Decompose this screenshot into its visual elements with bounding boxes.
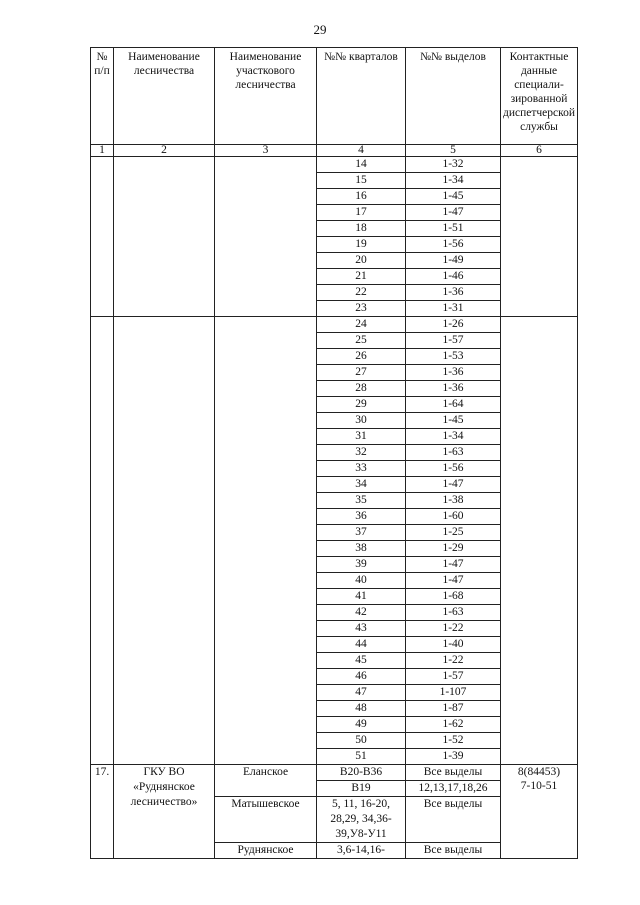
district-cell [215, 317, 317, 765]
vydel-cell: 1-32 [406, 157, 501, 173]
column-number: 2 [114, 145, 215, 157]
vydel-cell: 1-63 [406, 445, 501, 461]
kvartal-cell: В20-В36 [317, 765, 406, 781]
vydel-cell: 12,13,17,18,26 [406, 781, 501, 797]
kvartal-cell: 41 [317, 589, 406, 605]
vydel-cell: 1-56 [406, 461, 501, 477]
table-row [91, 765, 578, 781]
kvartal-cell: 20 [317, 253, 406, 269]
column-number: 4 [317, 145, 406, 157]
vydel-cell: 1-36 [406, 365, 501, 381]
kvartal-cell: 23 [317, 301, 406, 317]
vydel-cell: 1-39 [406, 749, 501, 765]
vydel-cell: 1-57 [406, 669, 501, 685]
vydel-cell: 1-26 [406, 317, 501, 333]
header-row [91, 48, 578, 145]
kvartal-cell: 40 [317, 573, 406, 589]
vydel-cell: 1-56 [406, 237, 501, 253]
vydel-cell: 1-25 [406, 525, 501, 541]
kvartal-cell: В19 [317, 781, 406, 797]
kvartal-cell: 36 [317, 509, 406, 525]
vydel-cell: 1-52 [406, 733, 501, 749]
kvartal-cell: 32 [317, 445, 406, 461]
kvartal-cell: 42 [317, 605, 406, 621]
column-number: 6 [501, 145, 578, 157]
kvartal-cell: 30 [317, 413, 406, 429]
column-number: 1 [91, 145, 114, 157]
vydel-cell: 1-47 [406, 557, 501, 573]
kvartal-cell: 3,6-14,16- [317, 843, 406, 859]
kvartal-cell: 39 [317, 557, 406, 573]
vydel-cell: 1-47 [406, 205, 501, 221]
vydel-cell: Все выделы [406, 843, 501, 859]
page-number: 29 [313, 22, 327, 37]
vydel-cell: 1-63 [406, 605, 501, 621]
column-number: 3 [215, 145, 317, 157]
kvartal-cell: 49 [317, 717, 406, 733]
vydel-cell: 1-64 [406, 397, 501, 413]
vydel-cell: 1-29 [406, 541, 501, 557]
vydel-cell: 1-87 [406, 701, 501, 717]
vydel-cell: 1-62 [406, 717, 501, 733]
vydel-cell: 1-49 [406, 253, 501, 269]
district-name: Еланское [215, 765, 317, 797]
column-number: 5 [406, 145, 501, 157]
kvartal-cell: 50 [317, 733, 406, 749]
contact-phone: 8(84453) [517, 766, 561, 778]
vydel-cell: 1-47 [406, 477, 501, 493]
district-cell [215, 157, 317, 317]
kvartal-cell: 22 [317, 285, 406, 301]
kvartal-cell: 28 [317, 381, 406, 397]
kvartal-cell: 46 [317, 669, 406, 685]
district-name: Руднянское [215, 843, 317, 859]
kvartal-cell: 51 [317, 749, 406, 765]
kvartal-cell: 45 [317, 653, 406, 669]
kvartal-cell: 33 [317, 461, 406, 477]
vydel-cell: 1-107 [406, 685, 501, 701]
vydel-cell: 1-36 [406, 381, 501, 397]
num-cell [91, 157, 114, 317]
vydel-cell: 1-34 [406, 173, 501, 189]
column-number-row [91, 145, 578, 157]
kvartal-cell: 38 [317, 541, 406, 557]
vydel-cell: 1-40 [406, 637, 501, 653]
num-cell [91, 317, 114, 765]
vydel-cell: 1-47 [406, 573, 501, 589]
kvartal-cell: 27 [317, 365, 406, 381]
district-name: Матышевское [215, 797, 317, 843]
kvartal-cell: 29 [317, 397, 406, 413]
table-row [91, 157, 578, 173]
forest-quarters-table [90, 47, 578, 859]
vydel-cell: 1-68 [406, 589, 501, 605]
kvartal-cell: 17 [317, 205, 406, 221]
kvartal-cell: 18 [317, 221, 406, 237]
vydel-cell: 1-22 [406, 621, 501, 637]
forestry-name: ГКУ ВО «Руднянское лесничество» [114, 765, 215, 859]
kvartal-cell: 37 [317, 525, 406, 541]
vydel-cell: 1-53 [406, 349, 501, 365]
vydel-cell: 1-34 [406, 429, 501, 445]
vydel-cell: Все выделы [406, 797, 501, 843]
vydel-cell: 1-45 [406, 413, 501, 429]
kvartal-cell: 43 [317, 621, 406, 637]
vydel-cell: 1-36 [406, 285, 501, 301]
vydel-cell: 1-46 [406, 269, 501, 285]
kvartal-cell: 31 [317, 429, 406, 445]
vydel-cell: 1-51 [406, 221, 501, 237]
header-vydels: №№ выделов [406, 48, 501, 145]
kvartal-cell: 5, 11, 16-20, 28,29, 34,36-39,У8-У11 [317, 797, 406, 843]
forestry-cell [114, 157, 215, 317]
vydel-cell: 1-57 [406, 333, 501, 349]
entry-number: 17. [91, 765, 114, 859]
vydel-cell: 1-38 [406, 493, 501, 509]
header-kvartals: №№ кварталов [317, 48, 406, 145]
contact-number: 7-10-51 [520, 780, 558, 792]
contact-cell [501, 765, 578, 859]
header-contacts: Контактные данные специали-зированной диспетчерской службы [501, 48, 578, 145]
table-row [91, 317, 578, 333]
vydel-cell: 1-45 [406, 189, 501, 205]
vydel-cell: 1-60 [406, 509, 501, 525]
kvartal-cell: 35 [317, 493, 406, 509]
forestry-cell [114, 317, 215, 765]
kvartal-cell: 48 [317, 701, 406, 717]
header-district: Наименование участкового лесничества [215, 48, 317, 145]
kvartal-cell: 24 [317, 317, 406, 333]
kvartal-cell: 34 [317, 477, 406, 493]
contact-cell [501, 157, 578, 317]
kvartal-cell: 44 [317, 637, 406, 653]
vydel-cell: 1-31 [406, 301, 501, 317]
kvartal-cell: 16 [317, 189, 406, 205]
header-forestry: Наименование лесничества [114, 48, 215, 145]
kvartal-cell: 19 [317, 237, 406, 253]
kvartal-cell: 47 [317, 685, 406, 701]
contact-cell [501, 317, 578, 765]
kvartal-cell: 25 [317, 333, 406, 349]
header-num: № п/п [91, 48, 114, 145]
kvartal-cell: 21 [317, 269, 406, 285]
kvartal-cell: 14 [317, 157, 406, 173]
kvartal-cell: 15 [317, 173, 406, 189]
vydel-cell: Все выделы [406, 765, 501, 781]
kvartal-cell: 26 [317, 349, 406, 365]
vydel-cell: 1-22 [406, 653, 501, 669]
